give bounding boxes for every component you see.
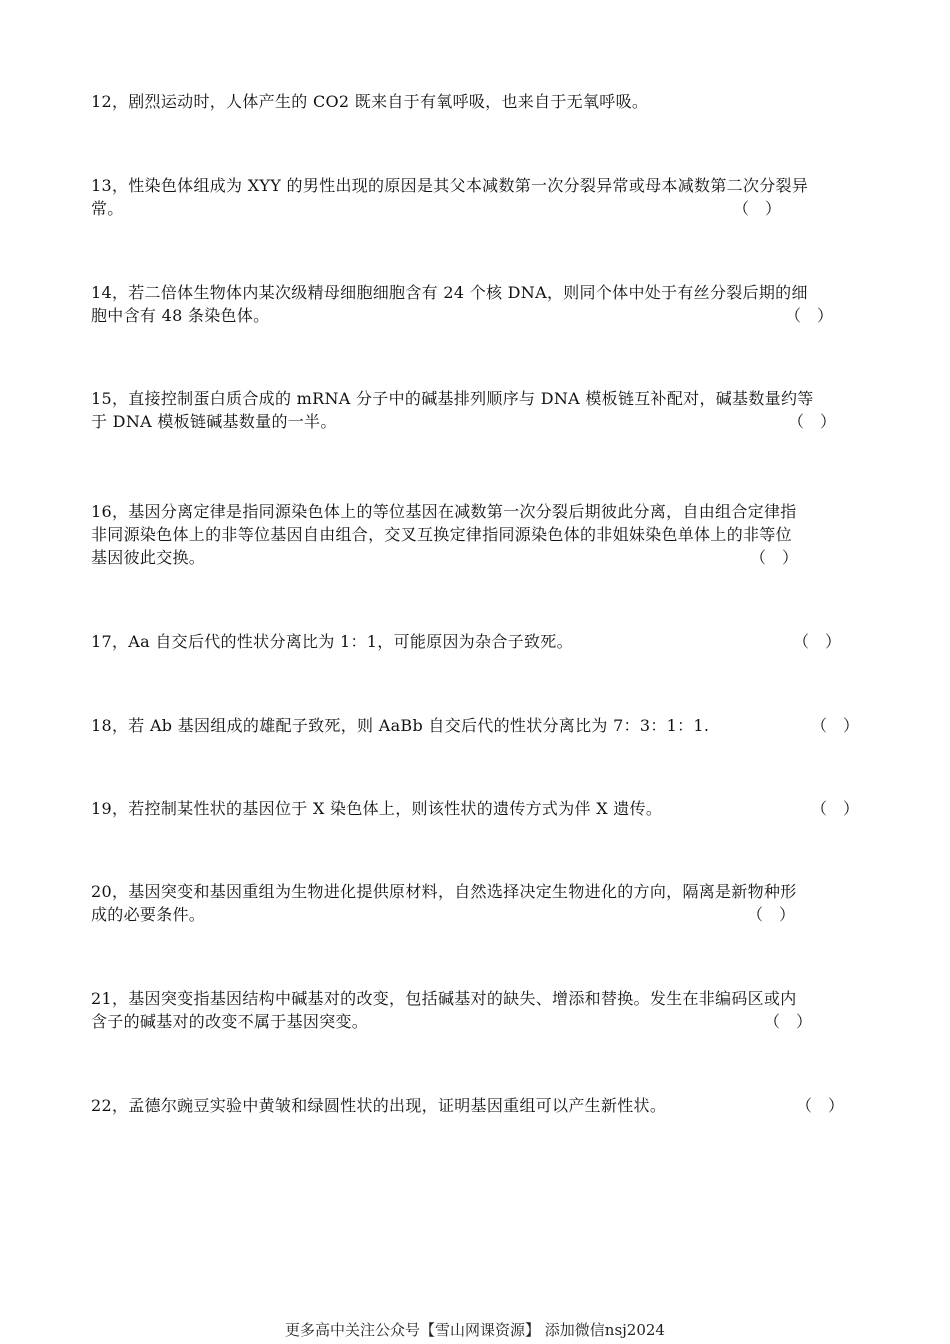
question-14-line-2: 胞中含有 48 条染色体。 (91, 306, 270, 325)
question-18 (91, 714, 856, 737)
question-13-line-1: 13，性染色体组成为 XYY 的男性出现的原因是其父本减数第一次分裂异常或母本减数第二次分裂异 (91, 176, 809, 195)
question-18-answer-blank[interactable]: （ ） (811, 716, 860, 735)
question-15-answer-blank[interactable]: （ ） (788, 412, 837, 431)
question-16-line-1: 16，基因分离定律是指同源染色体上的等位基因在减数第一次分裂后期彼此分离，自由组合定律指 (91, 502, 797, 521)
question-21-answer-blank[interactable]: （ ） (764, 1012, 813, 1031)
question-21 (91, 987, 856, 1033)
question-19 (91, 797, 856, 820)
question-17-line-1: 17，Aa 自交后代的性状分离比为 1：1，可能原因为杂合子致死。 (91, 632, 573, 651)
question-16 (91, 500, 856, 569)
question-22-line-1: 22，孟德尔豌豆实验中黄皱和绿圆性状的出现，证明基因重组可以产生新性状。 (91, 1096, 667, 1115)
question-15 (91, 387, 856, 433)
question-18-line-1: 18，若 Ab 基因组成的雄配子致死，则 AaBb 自交后代的性状分离比为 7：3：1：1. (91, 716, 710, 735)
question-22-answer-blank[interactable]: （ ） (796, 1096, 845, 1115)
question-12 (91, 90, 856, 113)
question-16-line-3: 基因彼此交换。 (91, 548, 206, 567)
question-16-line-2: 非同源染色体上的非等位基因自由组合，交叉互换定律指同源染色体的非姐妹染色单体上的非等位 (91, 525, 792, 544)
question-14-answer-blank[interactable]: （ ） (785, 306, 834, 325)
question-15-line-1: 15，直接控制蛋白质合成的 mRNA 分子中的碱基排列顺序与 DNA 模板链互补配对，碱基数量约等 (91, 389, 814, 408)
question-20 (91, 880, 856, 926)
question-21-line-2: 含子的碱基对的改变不属于基因突变。 (91, 1012, 369, 1031)
question-16-answer-blank[interactable]: （ ） (750, 548, 799, 567)
question-20-line-1: 20，基因突变和基因重组为生物进化提供原材料，自然选择决定生物进化的方向，隔离是新物种形 (91, 882, 797, 901)
question-15-line-2: 于 DNA 模板链碱基数量的一半。 (91, 412, 337, 431)
question-14-line-1: 14，若二倍体生物体内某次级精母细胞细胞含有 24 个核 DNA，则同个体中处于有丝分裂后期的细 (91, 283, 808, 302)
question-13-line-2: 常。 (91, 199, 124, 218)
question-17-answer-blank[interactable]: （ ） (793, 632, 842, 651)
question-17 (91, 630, 856, 653)
question-19-answer-blank[interactable]: （ ） (811, 799, 860, 818)
page-footer: 更多高中关注公众号【雪山网课资源】 添加微信nsj2024 (285, 1321, 665, 1339)
question-20-answer-blank[interactable]: （ ） (747, 905, 796, 924)
question-19-line-1: 19，若控制某性状的基因位于 X 染色体上，则该性状的遗传方式为伴 X 遗传。 (91, 799, 663, 818)
question-13-answer-blank[interactable]: （ ） (733, 199, 782, 218)
question-12-line-1: 12，剧烈运动时，人体产生的 CO2 既来自于有氧呼吸，也来自于无氧呼吸。 (91, 92, 649, 111)
question-20-line-2: 成的必要条件。 (91, 905, 206, 924)
question-21-line-1: 21，基因突变指基因结构中碱基对的改变，包括碱基对的缺失、增添和替换。发生在非编码区或内 (91, 989, 797, 1008)
question-22 (91, 1094, 856, 1117)
question-14 (91, 281, 856, 327)
